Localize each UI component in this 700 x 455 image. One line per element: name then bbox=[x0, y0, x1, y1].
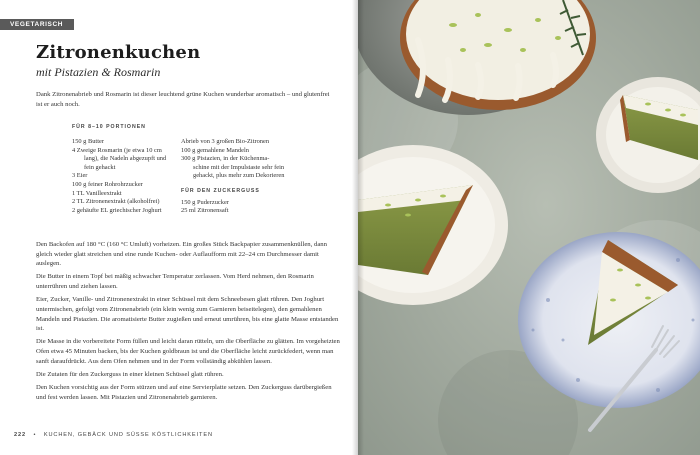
method-step: Die Masse in die vorbereitete Form füllen und leicht daran rütteln, um die Oberfläche zu glätten. Im vorgeheizten Ofen etwa 45 Minuten backen, bis der Kuchen goldbraun ist und die Oberfläche leicht zurückfedert, wenn man sanft daraufdrückt. Aus dem Ofen nehmen und in der Form vollständig abkühlen lassen. bbox=[36, 338, 340, 365]
footer-separator: • bbox=[33, 432, 37, 438]
icing-heading: FÜR DEN ZUCKERGUSS bbox=[181, 187, 260, 194]
ingredient-line: schine mit der Impulstaste sehr fein bbox=[193, 163, 285, 171]
recipe-intro: Dank Zitronenabrieb und Rosmarin ist dieser leuchtend grüne Kuchen wunderbar aromatisch – und glutenfrei ist er auch noch. bbox=[36, 91, 330, 108]
icing-ingredient-line: 25 ml Zitronensaft bbox=[181, 207, 229, 215]
page-gutter bbox=[352, 0, 364, 455]
ingredient-line: 4 Zweige Rosmarin (je etwa 10 cm bbox=[72, 146, 162, 154]
ingredient-line: gehackt, plus mehr zum Dekorieren bbox=[193, 172, 285, 180]
portions-heading: FÜR 8–10 PORTIONEN bbox=[72, 124, 146, 130]
category-tag: VEGETARISCH bbox=[0, 19, 74, 30]
ingredient-line: lang), die Nadeln abgezupft und bbox=[84, 155, 167, 163]
ingredients-right-column bbox=[181, 138, 301, 216]
method-steps bbox=[36, 240, 342, 406]
ingredient-line: 2 TL Zitronenextrakt (alkoholfrei) bbox=[72, 198, 160, 206]
page-number: 222 bbox=[14, 432, 27, 438]
method-step: Den Backofen auf 180 °C (160 °C Umluft) vorheizen. Ein großes Stück Backpapier zusammenknüllen, dann gleich wieder glatt streichen und eine runde Kuchen- oder Auflaufform mit 22–24 cm Durchmesser damit auslegen. bbox=[36, 241, 327, 268]
method-step: Eier, Zucker, Vanille- und Zitronenextrakt in einer Schüssel mit dem Schneebesen glatt rühren. Den Joghurt untermischen, gefolgt vom Zitronenabrieb (ein klein wenig zum Garnieren beiseitelegen), den gemahlenen Mandeln und Pistazien. Die aromatisierte Butter zugießen und erneut umrühren, bis eine glatte Masse entstanden ist. bbox=[36, 296, 339, 333]
chapter-title: KUCHEN, GEBÄCK UND SÜSSE KÖSTLICHKEITEN bbox=[43, 432, 213, 438]
icing-ingredient-line: 150 g Puderzucker bbox=[181, 198, 229, 206]
ingredient-line: Abrieb von 3 großen Bio-Zitronen bbox=[181, 138, 270, 145]
ingredient-line: 2 gehäufte EL griechischer Joghurt bbox=[72, 206, 162, 214]
ingredients-left-column bbox=[72, 138, 172, 215]
recipe-subtitle: mit Pistazien & Rosmarin bbox=[36, 65, 161, 79]
ingredient-line: 1 TL Vanilleextrakt bbox=[72, 189, 122, 197]
method-step: Den Kuchen vorsichtig aus der Form stürzen und auf eine Servierplatte setzen. Den Zuckerguss darübergießen und fest werden lassen. Mit Pistazien und Zitronenabrieb garnieren. bbox=[36, 384, 332, 401]
ingredient-line: 100 g gemahlene Mandeln bbox=[181, 146, 249, 154]
ingredient-line: 3 Eier bbox=[72, 172, 88, 180]
method-step: Die Zutaten für den Zuckerguss in einer kleinen Schüssel glatt rühren. bbox=[36, 370, 224, 378]
ingredient-line: 100 g feiner Rohrohrzucker bbox=[72, 180, 143, 188]
recipe-title: Zitronenkuchen bbox=[36, 42, 201, 63]
page-footer bbox=[14, 432, 213, 438]
ingredient-line: 150 g Butter bbox=[72, 138, 104, 145]
method-step: Die Butter in einem Topf bei mäßig schwacher Temperatur zerlassen. Vom Herd nehmen, den Rosmarin unterrühren und ziehen lassen. bbox=[36, 273, 314, 291]
food-photo bbox=[358, 0, 700, 455]
ingredient-line: 300 g Pistazien, in der Küchenma- bbox=[181, 155, 270, 163]
cake-photo-illustration bbox=[358, 0, 700, 455]
ingredient-line: fein gehackt bbox=[84, 163, 116, 171]
